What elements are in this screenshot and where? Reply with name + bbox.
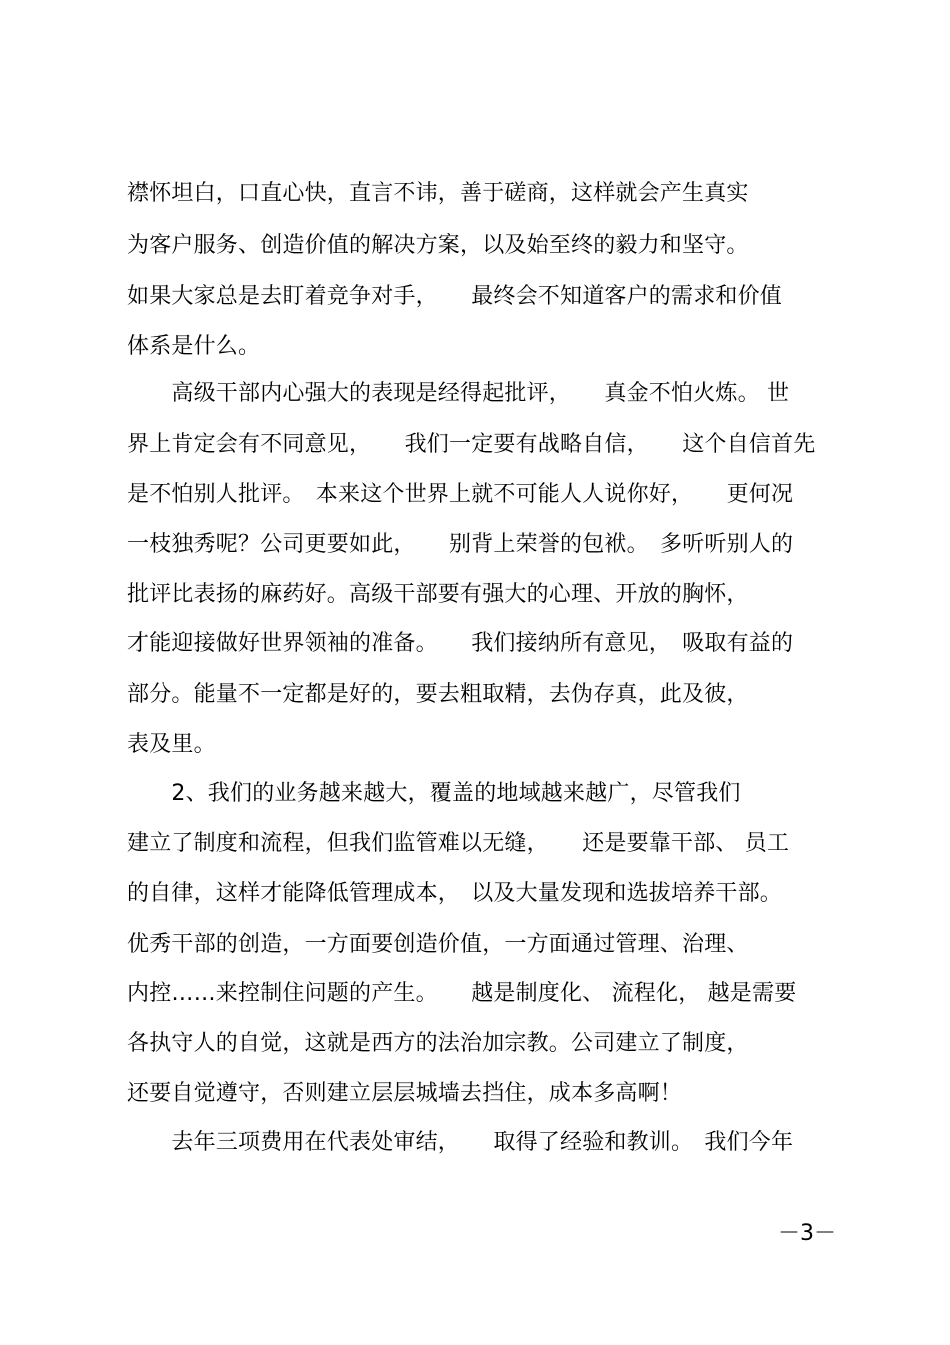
text-line: 去年三项费用在代表处审结， 取得了经验和教训。 我们今年 [127,1130,794,1155]
text-line: 2、我们的业务越来越大，覆盖的地域越来越广，尽管我们 [127,781,741,806]
text-line: 的自律，这样才能降低管理成本， 以及大量发现和选拔培养干部。 [127,881,783,906]
text-line: 是不怕别人批评。 本来这个世界上就不可能人人说你好， 更何况 [127,482,794,507]
text-line: 才能迎接做好世界领袖的准备。 我们接纳所有意见， 吸取有益的 [127,631,794,656]
text-line: 优秀干部的创造，一方面要创造价值，一方面通过管理、治理、 [127,932,749,957]
text-line: 批评比表扬的麻药好。高级干部要有强大的心理、开放的胸怀， [127,582,749,607]
text-line: 部分。能量不一定都是好的，要去粗取精，去伪存真，此及彼， [127,682,749,707]
text-line: 高级干部内心强大的表现是经得起批评， 真金不怕火炼。 世 [127,381,790,406]
text-line: 如果大家总是去盯着竞争对手， 最终会不知道客户的需求和价值 [127,284,783,309]
text-line: 建立了制度和流程，但我们监管难以无缝， 还是要靠干部、 员工 [127,831,790,856]
page-number: －3－ [778,1221,836,1246]
text-line: 为客户服务、创造价值的解决方案，以及始至终的毅力和坚守。 [127,233,749,258]
text-line: 表及里。 [127,732,216,757]
text-line: 还要自觉遵守，否则建立层层城墙去挡住，成本多高啊！ [127,1081,683,1106]
text-line: 襟怀坦白，口直心快，直言不讳，善于磋商，这样就会产生真实 [127,181,749,206]
text-line: 内控……来控制住问题的产生。 越是制度化、 流程化， 越是需要 [127,981,797,1006]
text-line: 界上肯定会有不同意见， 我们一定要有战略自信， 这个自信首先 [127,432,816,457]
text-line: 各执守人的自觉，这就是西方的法治加宗教。公司建立了制度， [127,1031,749,1056]
text-line: 体系是什么。 [127,334,261,359]
text-line: 一枝独秀呢？公司更要如此， 别背上荣誉的包袱。 多听听别人的 [127,532,794,557]
